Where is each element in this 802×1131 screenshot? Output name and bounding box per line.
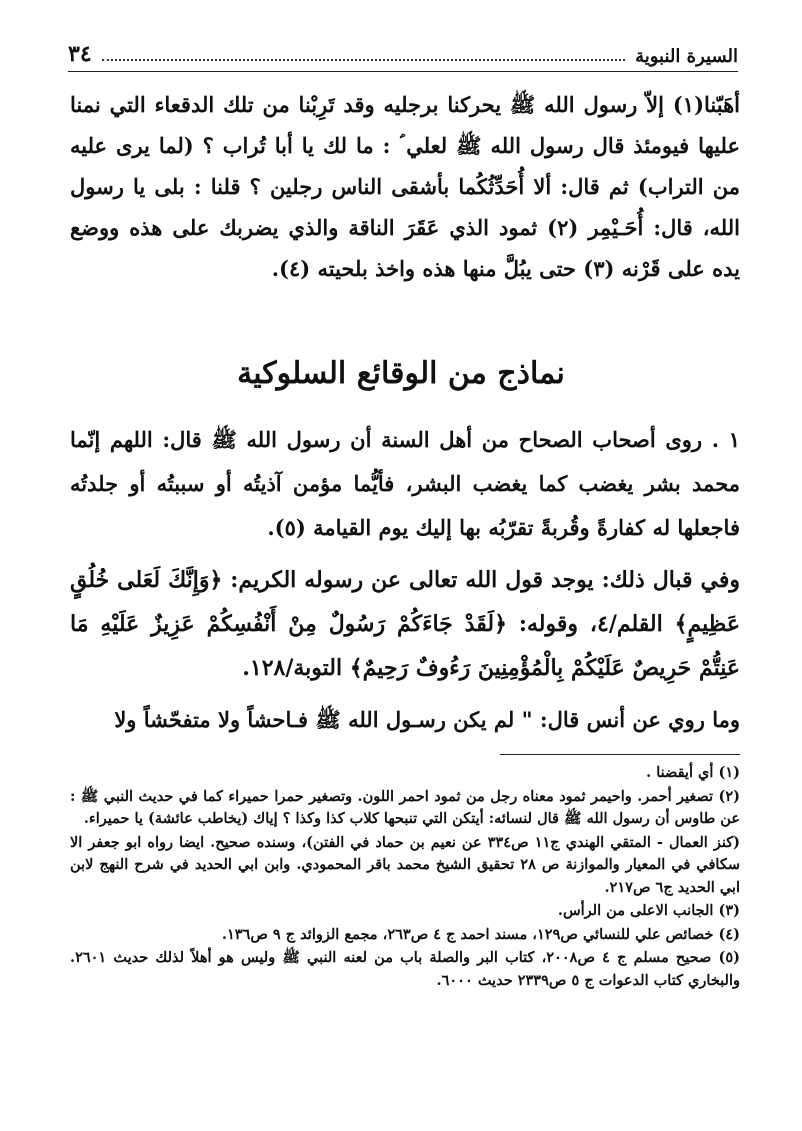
section-body [70, 418, 740, 742]
footnote-2: (٢) تصغير أحمر. واحيمر ثمود معناه رجل من ثمود احمر اللون. وتصغير حمرا حميراء كما في حديث النبي ﷺ : عن طاوس أن رسول الله ﷺ قال لنسائه: أيتكن التي تنبحها كلاب كذا وكذا ؟ إياك (يخاطب عائشة) يا حميراء. [70, 787, 740, 827]
footnote-4: (٤) خصائص علي للنسائي ص١٢٩، مسند احمد ج ٤ ص٢٦٣، مجمع الزوائد ج ٩ ص١٣٦. [221, 925, 740, 943]
intro-text: أهَبّنا(١) إلاّ رسول الله ﷺ يحركنا برجليه وقد تَرِبْنا من تلك الدقعاء التي نمنا عليها فيومئذ قال رسول الله ﷺ لعلي ؑ : ما لك يا أبا تُراب ؟ (لما يرى عليه من التراب) ثم قال: ألا أُحَدِّثُكُما بأشقى الناس رجلين ؟ قلنا : بلى يا رسول الله، قال: أُحَـيْمِر (٢) ثمود الذي عَقَرَ الناقة والذي يضربك على هذه ووضع يده على قَرْنه (٣) حتى يبُلَّ منها هذه واخذ بلحيته (٤). [70, 92, 740, 281]
page-number: ٣٤ [68, 41, 92, 67]
running-header [68, 38, 738, 72]
header-dot-leader [102, 59, 625, 61]
footnote-1: (١) أي أيقضنا . [646, 764, 740, 781]
section-paragraph-2: وفي قبال ذلك: يوجد قول الله تعالى عن رسوله الكريم: ﴿وَإِنَّكَ لَعَلى خُلُقٍ عَظِيمٍ﴾ القلم/٤، وقوله: ﴿لَقَدْ جَاءَكُمْ رَسُولٌ مِنْ أَنْفُسِكُمْ عَزِيزٌ عَلَيْهِ مَا عَنِتُّمْ حَرِيصٌ عَلَيْكُمْ بِالْمُؤْمِنِينَ رَءُوفٌ رَحِيمٌ﴾ التوبة/١٢٨. [70, 567, 740, 681]
section-paragraph-3: وما روي عن أنس قال: " لم يكن رسـول الله ﷺ فـاحشاً ولا متفحّشاً ولا [114, 707, 740, 732]
intro-paragraph [70, 84, 740, 289]
footnote-divider [500, 754, 740, 755]
section-paragraph-1: ١ . روى أصحاب الصحاح من أهل السنة أن رسول الله ﷺ قال: اللهم إنّما محمد بشر يغضب كما يغضب البشر، فأيُّما مؤمن آذيتُه أو سببتُه أو جلدتُه فاجعلها له كفارةً وقُربةً تقرّبُه بها إليك يوم القيامة (٥). [70, 427, 740, 540]
footnotes [70, 762, 740, 993]
section-title: نماذج من الوقائع السلوكية [237, 356, 565, 391]
footnote-3: (٣) الجانب الاعلى من الرأس. [557, 902, 740, 919]
footnote-2-source: (كنز العمال - المتقي الهندي ج١١ ص٣٣٤ عن نعيم بن حماد في الفتن)، وسنده صحيح. ايضا رواه ابو جعفر الا سكافي في المعيار والموازنة ص ٢٨ تحقيق الشيخ محمد باقر المحمودي. وابن ابي الحديد في شرح النهج لابن ابي الحديد ج٦ ص٢١٧. [70, 833, 741, 896]
header-title: السيرة النبوية [635, 46, 738, 67]
footnote-5: (٥) صحيح مسلم ج ٤ ص٢٠٠٨، كتاب البر والصلة باب من لعنه النبي ﷺ وليس هو أهلاً لذلك حديث ٢٦٠١. والبخاري كتاب الدعوات ج ٥ ص٢٣٣٩ حديث ٦٠٠٠. [70, 949, 740, 989]
